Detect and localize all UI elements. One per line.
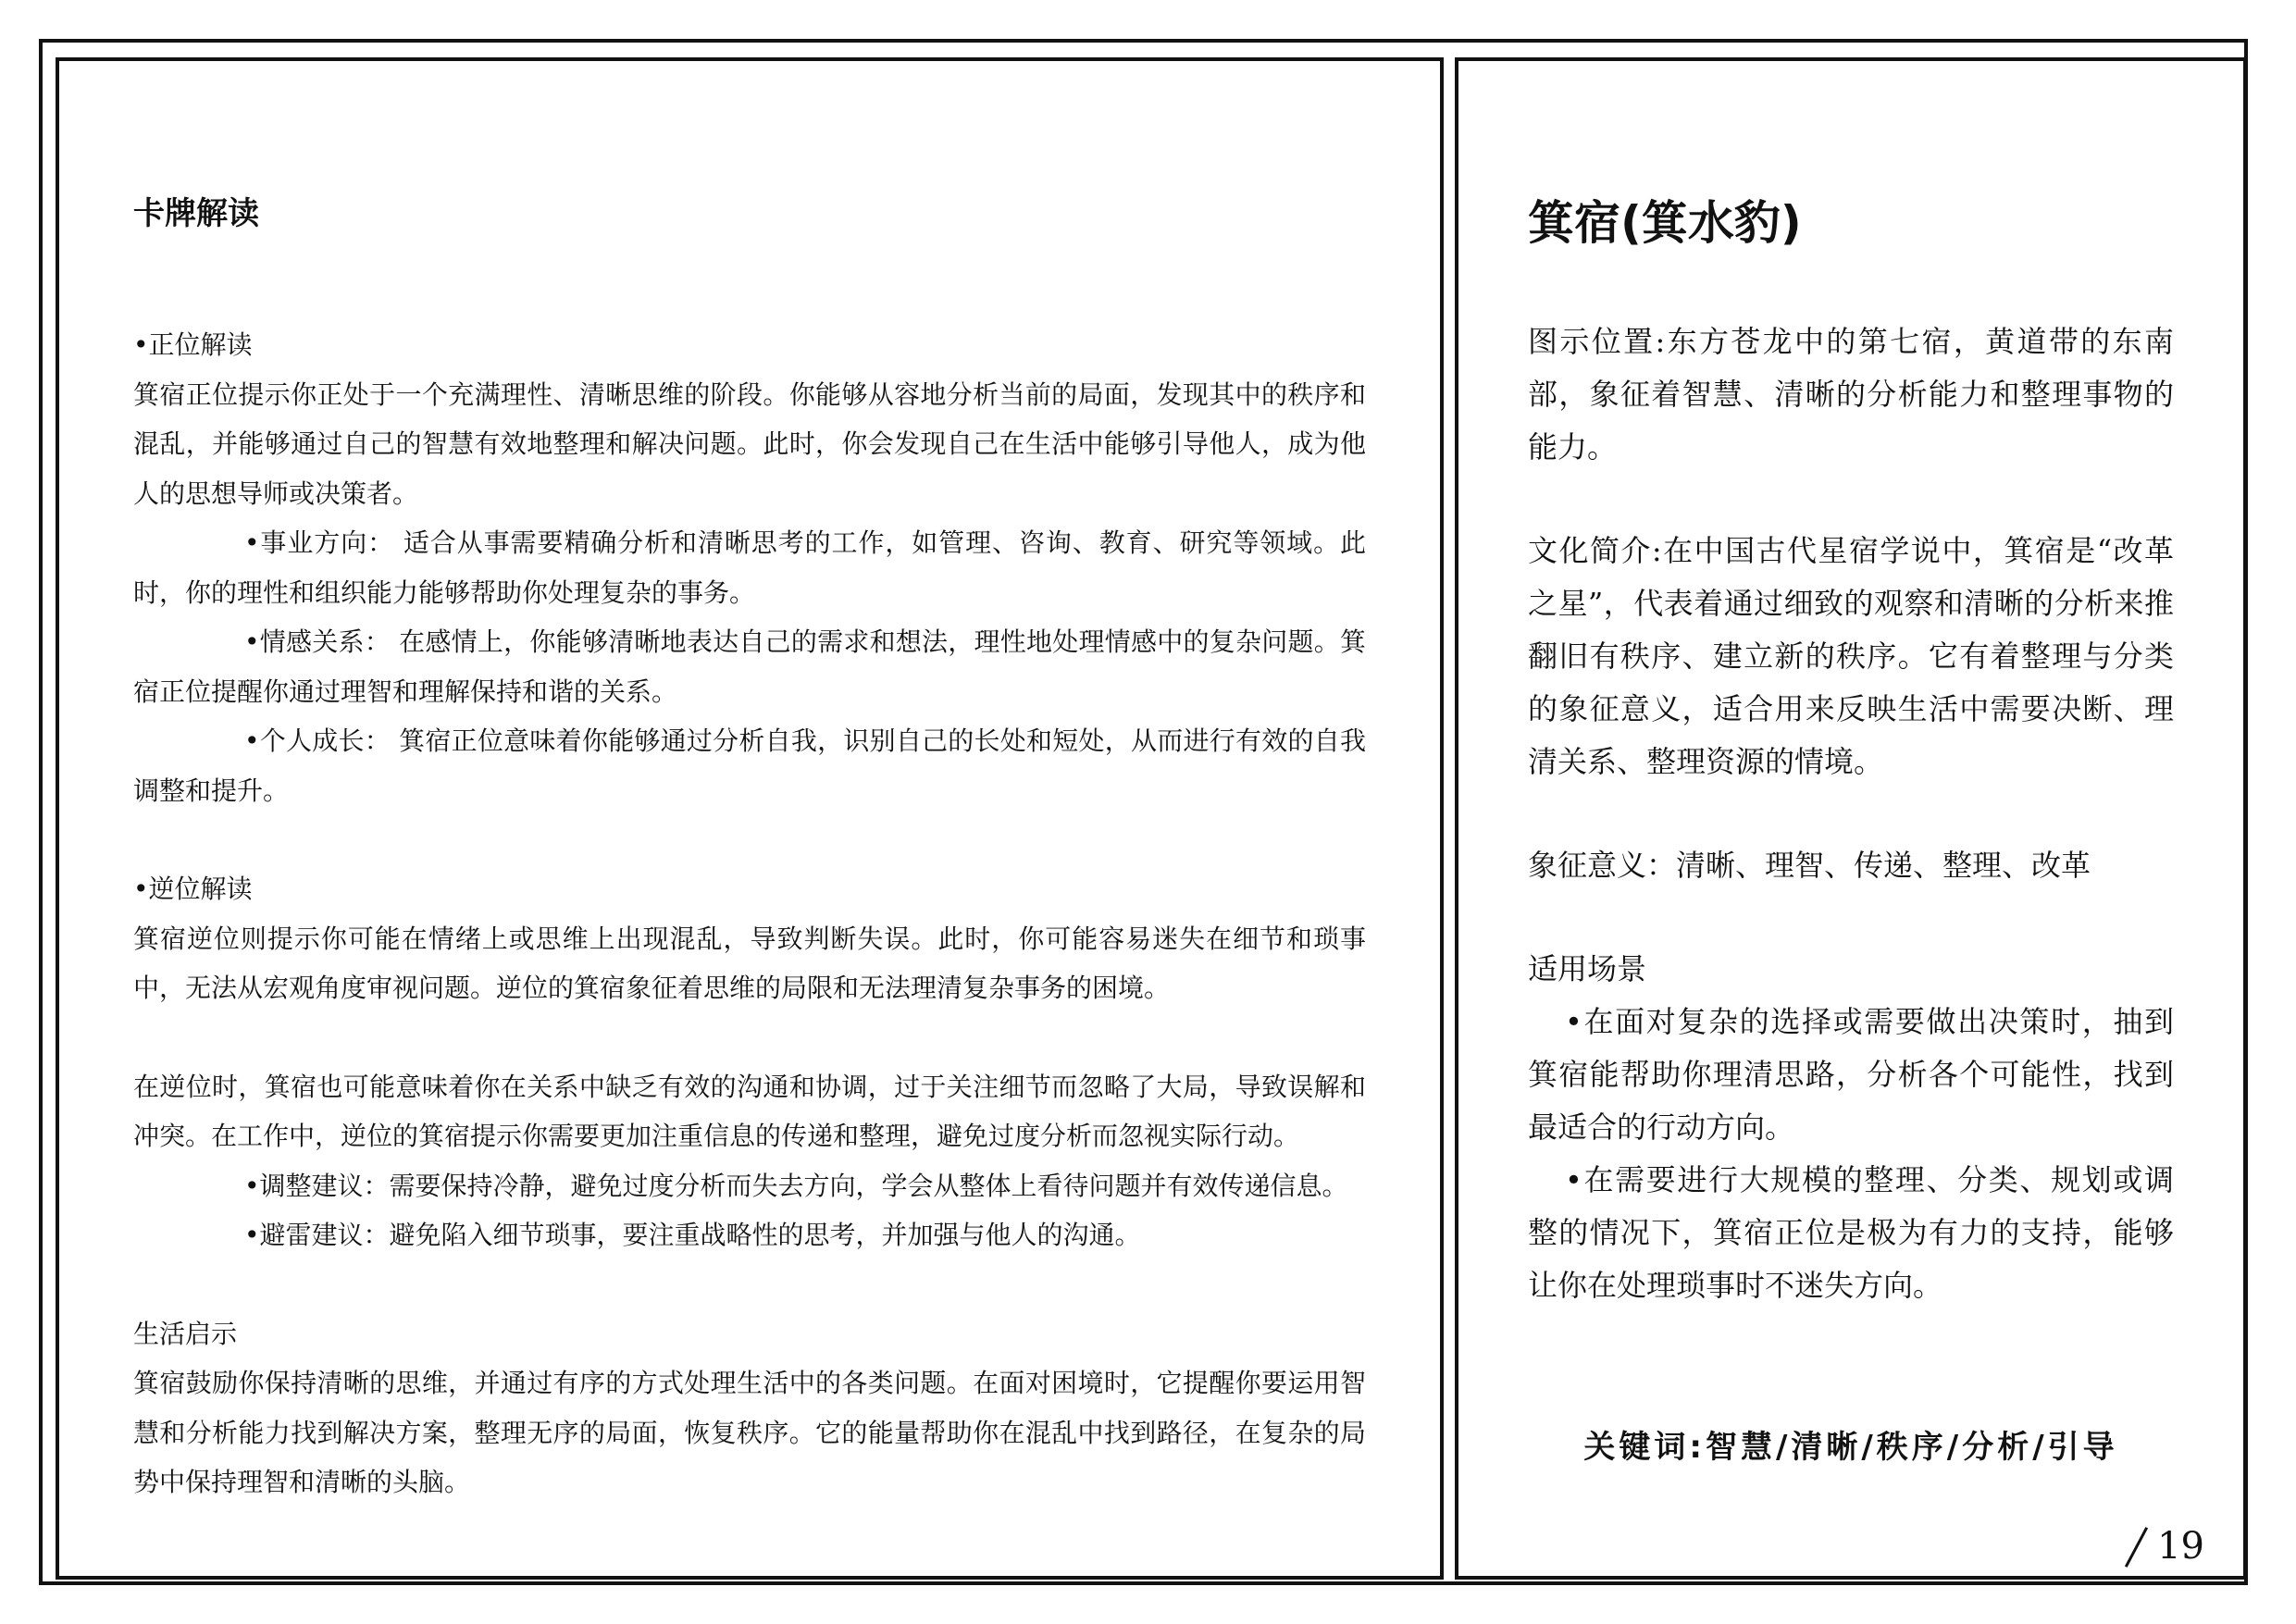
symbolism-text: 象征意义：清晰、理智、传递、整理、改革 bbox=[1528, 848, 2091, 883]
upright-career: •事业方向： 适合从事需要精确分析和清晰思考的工作，如管理、咨询、教育、研究等领域。此时，你的理性和组织能力能够帮助你处理复杂的事务。 bbox=[133, 527, 1366, 608]
upright-title: •正位解读 bbox=[133, 329, 253, 360]
keywords: 关键词:智慧/清晰/秩序/分析/引导 bbox=[1583, 1429, 2118, 1466]
upright-growth: •个人成长： 箕宿正位意味着你能够通过分析自我，识别自己的长处和短处，从而进行有效的自我调整和提升。 bbox=[133, 725, 1366, 806]
page-number-value: 19 bbox=[2157, 1525, 2204, 1568]
interpretation-content bbox=[133, 195, 1366, 1507]
life-title: 生活启示 bbox=[133, 1318, 238, 1349]
upright-relationship: •情感关系： 在感情上，你能够清晰地表达自己的需求和想法，理性地处理情感中的复杂问题。箕宿正位提醒你通过理智和理解保持和谐的关系。 bbox=[133, 626, 1366, 707]
reversed-avoid-advice: •避雷建议：避免陷入细节琐事，要注重战略性的思考，并加强与他人的沟通。 bbox=[244, 1220, 1141, 1250]
scenario-item: •在需要进行大规模的整理、分类、规划或调整的情况下，箕宿正位是极为有力的支持，能够让你在处理琐事时不迷失方向。 bbox=[1528, 1162, 2174, 1303]
card-info-content bbox=[1528, 195, 2174, 1312]
interpretation-panel bbox=[56, 57, 1444, 1580]
reversed-adjust-advice: •调整建议：需要保持冷静，避免过度分析而失去方向，学会从整体上看待问题并有效传递信息。 bbox=[244, 1170, 1348, 1201]
interpretation-heading: 卡牌解读 bbox=[133, 195, 259, 232]
reversed-para-1: 箕宿逆位则提示你可能在情绪上或思维上出现混乱，导致判断失误。此时，你可能容易迷失在细节和琐事中，无法从宏观角度审视问题。逆位的箕宿象征着思维的局限和无法理清复杂事务的困境。 bbox=[133, 923, 1366, 1003]
upright-intro: 箕宿正位提示你正处于一个充满理性、清晰思维的阶段。你能够从容地分析当前的局面，发现其中的秩序和混乱，并能够通过自己的智慧有效地整理和解决问题。此时，你会发现自己在生活中能够引导他人，成为他人的思想导师或决策者。 bbox=[133, 378, 1366, 509]
life-text: 箕宿鼓励你保持清晰的思维，并通过有序的方式处理生活中的各类问题。在面对困境时，它提醒你要运用智慧和分析能力找到解决方案，整理无序的局面，恢复秩序。它的能量帮助你在混乱中找到路径，在复杂的局势中保持理智和清晰的头脑。 bbox=[133, 1368, 1366, 1497]
scenarios-title: 适用场景 bbox=[1528, 951, 1647, 986]
slash-icon bbox=[2122, 1527, 2150, 1568]
card-info-panel bbox=[1455, 57, 2247, 1580]
reversed-para-2: 在逆位时，箕宿也可能意味着你在关系中缺乏有效的沟通和协调，过于关注细节而忽略了大局，导致误解和冲突。在工作中，逆位的箕宿提示你需要更加注重信息的传递和整理，避免过度分析而忽视实际行动。 bbox=[133, 1071, 1366, 1151]
card-title: 箕宿(箕水豹) bbox=[1528, 196, 1802, 250]
page-number bbox=[2122, 1525, 2204, 1568]
culture-text: 文化简介:在中国古代星宿学说中，箕宿是“改革之星”，代表着通过细致的观察和清晰的分析来推翻旧有秩序、建立新的秩序。它有着整理与分类的象征意义，适合用来反映生活中需要决断、理清关系、整理资源的情境。 bbox=[1528, 533, 2174, 779]
reversed-title: •逆位解读 bbox=[133, 874, 253, 904]
scenario-item: •在面对复杂的选择或需要做出决策时，抽到箕宿能帮助你理清思路，分析各个可能性，找到最适合的行动方向。 bbox=[1528, 1004, 2174, 1145]
position-text: 图示位置:东方苍龙中的第七宿，黄道带的东南部，象征着智慧、清晰的分析能力和整理事物的能力。 bbox=[1528, 324, 2174, 465]
